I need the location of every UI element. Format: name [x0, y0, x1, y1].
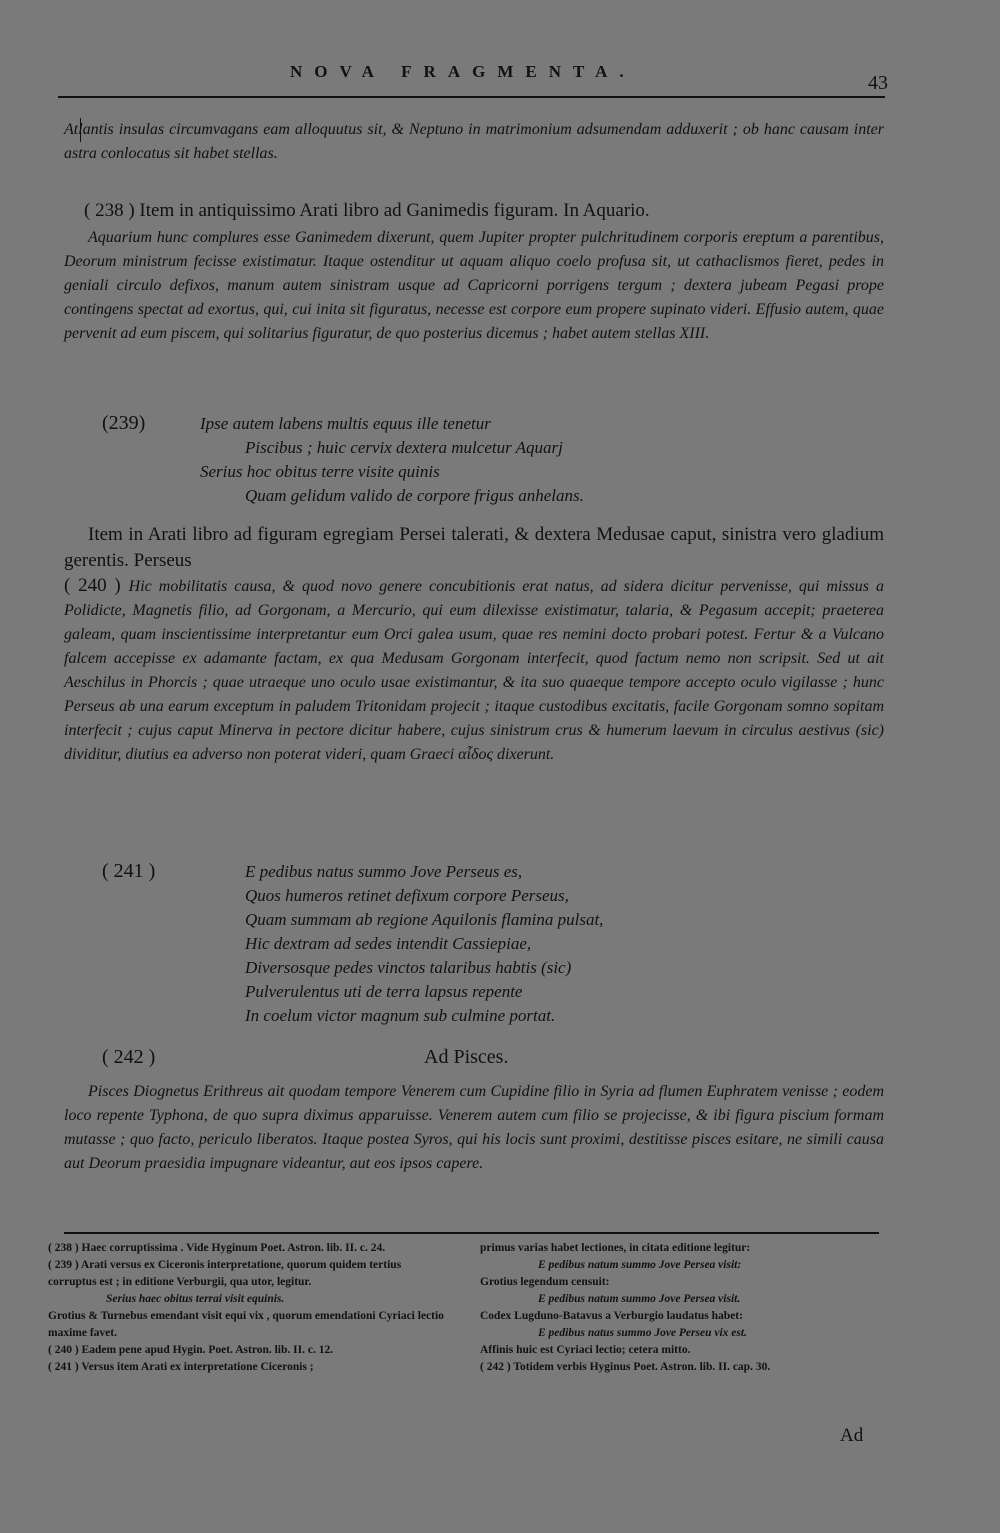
footnote-rule — [64, 1232, 879, 1234]
page-number: 43 — [868, 72, 888, 94]
footnote-text: Grotius & Turnebus emendant visit equi vix , quorum emendationi Cyriaci lectio maxime favet. — [48, 1310, 444, 1339]
perseus-heading: Item in Arati libro ad figuram egregiam Persei talerati, & dextera Medusae caput, sinistra vero gladium gerentis. Perseus — [64, 524, 884, 571]
verse-line: Diversosque pedes vinctos talaribus habtis (sic) — [245, 958, 572, 977]
footnote-text: primus varias habet lectiones, in citata editione legitur: — [480, 1242, 751, 1254]
section-238-body: Aquarium hunc complures esse Ganimedem dixerunt, quem Jupiter propter pulchritudinem corporis ereptum a parentibus, Deorum ministrum fecisse existimatur. Itaque ostenditur ut aquam aliquo coelo profusa sit, ut cathaclismos fieret, pedes in geniali circulo defixos, manum autem sinistram usque ad Capricorni porrigens tergum ; dextera jubeam Pegasi prope contingens spectat ad exortus, qui, cui inita sit figuratus, necesse est corpore eum propere supinato videri. Effusio autem, quae pervenit ad eum piscem, qui solitarius figuratur, de quo posterius dicemus ; habet autem stellas XIII. — [64, 229, 884, 342]
page — [40, 60, 888, 1480]
verse-line: Pulverulentus uti de terra lapsus repente — [245, 982, 523, 1001]
footnote-238: ( 238 ) Haec corruptissima . Vide Hyginum Poet. Astron. lib. II. c. 24. — [48, 1242, 386, 1254]
verse-line: Piscibus ; huic cervix dextera mulcetur Aquarj — [245, 438, 563, 457]
verse-line: Quam summam ab regione Aquilonis flamina pulsat, — [245, 910, 604, 929]
footnote-239: ( 239 ) Arati versus ex Ciceronis interpretatione, quorum quidem tertius corruptus est ; in editione Verburgii, qua utor, legitur. — [48, 1259, 402, 1288]
footnote-241: ( 241 ) Versus item Arati ex interpretatione Ciceronis ; — [48, 1361, 314, 1373]
section-238-heading: ( 238 ) Item in antiquissimo Arati libro ad Ganimedis figuram. In Aquario. — [84, 200, 650, 221]
footnote-text: Affinis huic est Cyriaci lectio; cetera mitto. — [480, 1344, 691, 1356]
verse-line: Hic dextram ad sedes intendit Cassiepiae, — [245, 934, 532, 953]
footnote-quote: E pedibus natum summo Jove Persea visit. — [538, 1293, 741, 1305]
verse-line: E pedibus natus summo Jove Perseus es, — [245, 862, 523, 881]
section-240-number: ( 240 ) — [64, 575, 121, 596]
footnote-quote: E pedibus natus summo Jove Perseu vix est. — [538, 1327, 747, 1339]
footnote-quote: E pedibus natum summo Jove Persea visit: — [538, 1259, 742, 1271]
verse-line: In coelum victor magnum sub culmine portat. — [245, 1006, 556, 1025]
section-242-body: Pisces Diognetus Erithreus ait quodam tempore Venerem cum Cupidine filio in Syria ad flumen Euphratem venisse ; eodem loco repente Typhona, de quo supra diximus apparuisse. Venerem autem cum filio se projecisse, & ibi figura piscium formam mutasse ; quo facto, periculo liberatos. Itaque postea Syros, qui his locis sunt proximi, destitisse pisces esitare, ne simili causa aut Deorum praesidia impugnare videantur, aut eos ipsos capere. — [64, 1083, 884, 1172]
section-240-body — [64, 574, 884, 767]
verse-line: Ipse autem labens multis equus ille tenetur — [200, 414, 491, 433]
verse-line: Quam gelidum valido de corpore frigus anhelans. — [245, 486, 584, 505]
section-242-number: ( 242 ) — [102, 1046, 156, 1068]
section-242-heading: Ad Pisces. — [424, 1046, 509, 1068]
footnotes-left — [48, 1240, 448, 1376]
running-title: NOVA FRAGMENTA. — [290, 62, 636, 81]
footnote-242: ( 242 ) Totidem verbis Hyginus Poet. Astron. lib. II. cap. 30. — [480, 1361, 771, 1373]
verse-line: Quos humeros retinet defixum corpore Perseus, — [245, 886, 569, 905]
footnote-quote: Serius haec obitus terrai visit equinis. — [106, 1293, 285, 1305]
footnote-240: ( 240 ) Eadem pene apud Hygin. Poet. Astron. lib. II. c. 12. — [48, 1344, 334, 1356]
footnote-text: Codex Lugduno-Batavus a Verburgio laudatus habet: — [480, 1310, 743, 1322]
section-240-text: Hic mobilitatis causa, & quod novo genere concubitionis erat natus, ad sidera dicitur pervenisse, qui missus a Polidicte, Magnetis filio, ad Gorgonam, a Mercurio, qui eum dilexisse existimatur, talaria, & Pegasum accepit; praeterea galeam, quam inscientissime interpretantur eum Orci galea usum, quae res nemini docto probari potest. Fertur & a Vulcano falcem accepisse ex adamante factam, ex qua Medusam Gorgonam interfecit, quod factum nemo non scripsit. Sed ut ait Aeschilus in Phorcis ; quae utraeque uno oculo usae existimantur, & ita suo quaeque tempore accepto oculo vigilasse ; hunc Perseus ab una earum exceptum in paludem Tritonidam projecit ; itaque custodibus excitatis, facile Gorgonam somno sopitam interfecit ; cujus caput Minerva in pectore dicitur habere, cujus sinistrum crus & humerum laevum in circulus aestivus (sic) dividitur, diutius ea adverso non poterat videri, quam Graeci αἶδος dixerunt. — [64, 578, 884, 763]
footnotes-right — [480, 1240, 880, 1376]
section-241-number: ( 241 ) — [102, 860, 156, 882]
section-239-number: (239) — [102, 412, 146, 434]
intro-paragraph: Atlantis insulas circumvagans eam alloquutus sit, & Neptuno in matrimonium adsumendam adduxerit ; ob hanc causam inter astra conlocatus sit habet stellas. — [64, 121, 884, 162]
header-rule — [58, 96, 885, 98]
verse-line: Serius hoc obitus terre visite quinis — [200, 462, 440, 481]
footnote-text: Grotius legendum censuit: — [480, 1276, 610, 1288]
catchword: Ad — [840, 1425, 864, 1446]
